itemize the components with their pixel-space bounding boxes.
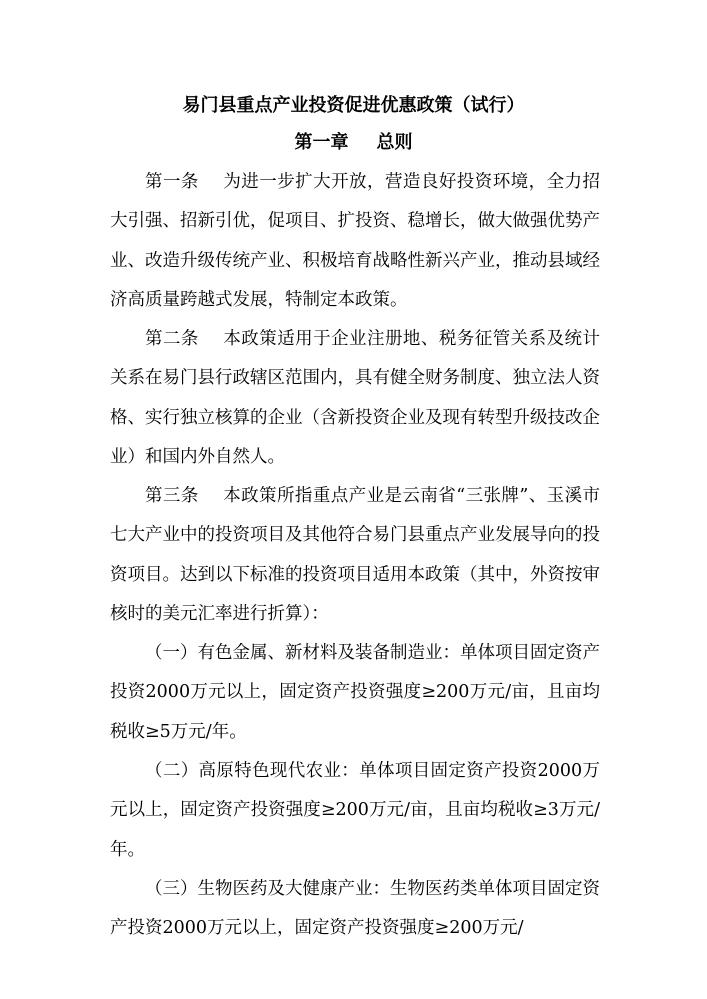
chapter-name: 总则 [376, 132, 413, 153]
document-title: 易门县重点产业投资促进优惠政策（试行） [182, 95, 525, 116]
item-3: （三）生物医药及大健康产业：生物医药类单体项目固定资产投资2000万元以上，固定资产投资强度≥200万元/ [110, 879, 600, 939]
article-label: 第一条 [145, 172, 199, 192]
article-label: 第二条 [145, 329, 199, 349]
article-1 [110, 163, 600, 320]
item-1: （一）有色金属、新材料及装备制造业：单体项目固定资产投资2000万元以上，固定资产投资强度≥200万元/亩，且亩均税收≥5万元/年。 [110, 643, 600, 742]
chapter-heading [0, 131, 707, 155]
article-text: 为进一步扩大开放，营造良好投资环境，全力招大引强、招新引优，促项目、扩投资、稳增长，做大做强优势产业、改造升级传统产业、积极培育战略性新兴产业，推动县域经济高质量跨越式发展，特制定本政策。 [110, 172, 600, 310]
article-text: 本政策所指重点产业是云南省“三张牌”、玉溪市七大产业中的投资项目及其他符合易门县重点产业发展导向的投资项目。达到以下标准的投资项目适用本政策（其中，外资按审核时的美元汇率进行折算）： [110, 486, 600, 624]
article-label: 第三条 [145, 486, 199, 506]
chapter-number: 第一章 [294, 132, 349, 153]
article-3 [110, 477, 600, 634]
article-text: 本政策适用于企业注册地、税务征管关系及统计关系在易门县行政辖区范围内，具有健全财务制度、独立法人资格、实行独立核算的企业（含新投资企业及现有转型升级技改企业）和国内外自然人。 [110, 329, 600, 467]
article-2 [110, 320, 600, 477]
item-2: （二）高原特色现代农业：单体项目固定资产投资2000万元以上，固定资产投资强度≥200万元/亩，且亩均税收≥3万元/年。 [110, 761, 600, 860]
